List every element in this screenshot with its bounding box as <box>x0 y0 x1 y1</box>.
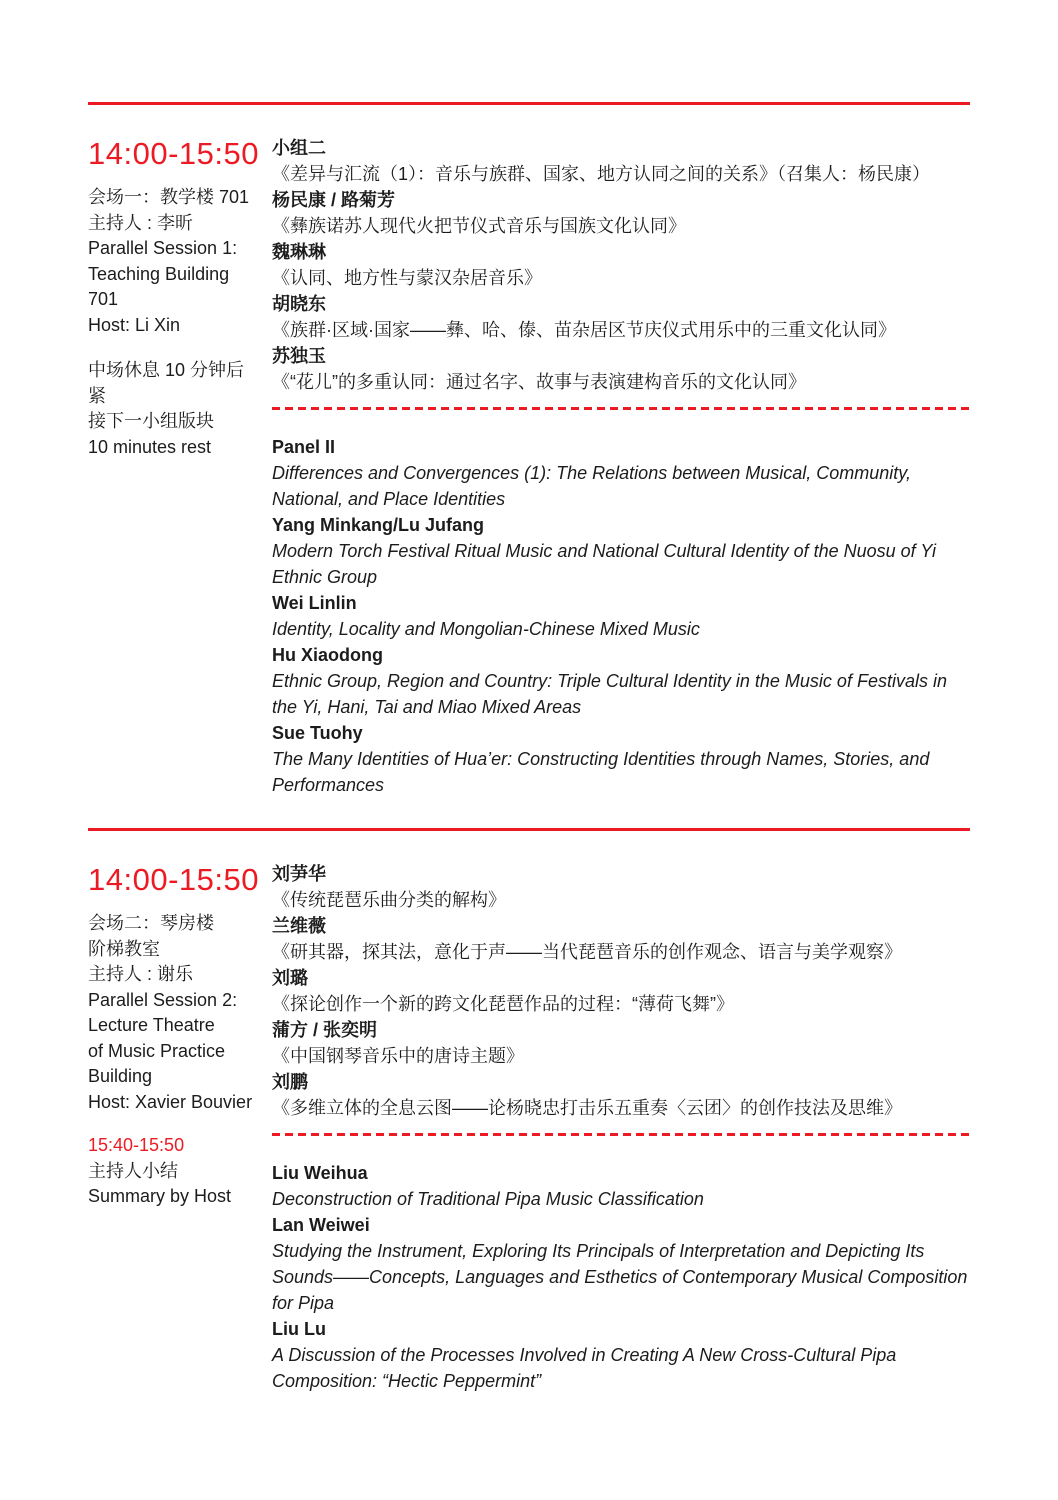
venue-line-en: Teaching Building <box>88 263 230 284</box>
break-note <box>88 358 262 460</box>
session-block-1 <box>88 105 970 798</box>
presenter-name-cn: 胡晓东 <box>272 294 326 314</box>
paper-title-cn: 《彝族诺苏人现代火把节仪式音乐与国族文化认同》 <box>272 216 686 236</box>
session-name-en: Parallel Session 2: <box>88 989 238 1010</box>
session-1-info <box>88 135 272 798</box>
presenter-name-cn: 刘璐 <box>272 968 308 988</box>
presenter-name-cn: 兰维薇 <box>272 916 326 936</box>
note-line-cn: 接下一小组版块 <box>88 411 214 431</box>
session-block-2 <box>88 831 970 1394</box>
presenter-name-cn: 刘鹏 <box>272 1072 308 1092</box>
presenter-name-cn: 蒲方 / 张奕明 <box>272 1020 378 1040</box>
paper-title-en: Studying the Instrument, Exploring Its Principals of Interpretation and Depicting Its Sounds——Concepts, Languages and Esthetics of Contemporary Musical Composition for Pipa <box>272 1241 968 1313</box>
papers-chinese <box>272 861 970 1121</box>
host-line-cn: 主持人 : 谢乐 <box>88 964 194 984</box>
time-heading: 14:00-15:50 <box>88 136 259 171</box>
venue-line-en: of Music Practice <box>88 1040 226 1061</box>
presenter-name-cn: 苏独玉 <box>272 346 326 366</box>
paper-title-en: Identity, Locality and Mongolian-Chinese Mixed Music <box>272 619 700 639</box>
papers-chinese <box>272 135 970 395</box>
session-name-en: Parallel Session 1: <box>88 238 238 258</box>
papers-english <box>272 434 970 798</box>
note-line-en: 10 minutes rest <box>88 436 212 457</box>
presenter-name-en: Liu Weihua <box>272 1163 368 1183</box>
venue-line-en: Building <box>88 1066 153 1086</box>
presenter-name-en: Wei Linlin <box>272 593 357 613</box>
venue-line-en: Lecture Theatre <box>88 1015 215 1035</box>
presenter-name-en: Yang Minkang/Lu Jufang <box>272 515 485 535</box>
session-2-info <box>88 861 272 1394</box>
panel-subtitle-en: Differences and Convergences (1): The Relations between Musical, Community, National, and Place Identities <box>272 463 911 509</box>
host-line-en: Host: Xavier Bouvier <box>88 1091 253 1112</box>
paper-title-cn: 《认同、地方性与蒙汉杂居音乐》 <box>272 268 542 288</box>
panel-title-en: Panel II <box>272 437 336 457</box>
venue-line: 会场一：教学楼 701 <box>88 187 250 207</box>
venue-line: 阶梯教室 <box>88 938 160 959</box>
note-line-cn: 中场休息 10 分钟后紧 <box>88 360 245 406</box>
presenter-name-en: Sue Tuohy <box>272 723 363 743</box>
paper-title-cn: 《族群·区域·国家——彝、哈、傣、苗杂居区节庆仪式用乐中的三重文化认同》 <box>272 320 896 340</box>
host-line-cn: 主持人 : 李昕 <box>88 212 194 233</box>
paper-title-en: The Many Identities of Hua’er: Constructing Identities through Names, Stories, and Performances <box>272 749 930 795</box>
presenter-name-en: Hu Xiaodong <box>272 645 383 665</box>
paper-title-en: A Discussion of the Processes Involved in Creating A New Cross-Cultural Pipa Composition: “Hectic Peppermint” <box>272 1345 897 1391</box>
presenter-name-en: Lan Weiwei <box>272 1215 370 1235</box>
language-divider-dashed <box>272 407 970 410</box>
language-divider-dashed <box>272 1133 970 1136</box>
paper-title-cn: 《探论创作一个新的跨文化琵琶作品的过程：“薄荷飞舞”》 <box>272 994 734 1014</box>
presenter-name-cn: 杨民康 / 路菊芳 <box>272 190 396 210</box>
session-2-papers <box>272 861 970 1394</box>
host-line-en: Host: Li Xin <box>88 314 181 335</box>
paper-title-cn: 《传统琵琶乐曲分类的解构》 <box>272 890 506 910</box>
paper-title-en: Deconstruction of Traditional Pipa Music Classification <box>272 1189 704 1209</box>
panel-subtitle-cn: 《差异与汇流（1）：音乐与族群、国家、地方认同之间的关系》（召集人：杨民康） <box>272 164 931 184</box>
paper-title-cn: 《多维立体的全息云图——论杨晓忠打击乐五重奏〈云团〉的创作技法及思维》 <box>272 1098 902 1118</box>
presenter-name-en: Liu Lu <box>272 1319 326 1339</box>
paper-title-en: Modern Torch Festival Ritual Music and National Cultural Identity of the Nuosu of Yi Ethnic Group <box>272 541 937 587</box>
venue-line-en: 701 <box>88 289 119 309</box>
note-line-cn: 主持人小结 <box>88 1160 178 1181</box>
venue-line: 会场二：琴房楼 <box>88 913 214 933</box>
papers-english <box>272 1160 970 1394</box>
session-1-papers <box>272 135 970 798</box>
paper-title-en: Ethnic Group, Region and Country: Triple Cultural Identity in the Music of Festivals in the Yi, Hani, Tai and Miao Mixed Areas <box>272 671 947 717</box>
sub-time-heading: 15:40-15:50 <box>88 1135 185 1155</box>
time-heading: 14:00-15:50 <box>88 862 259 897</box>
presenter-name-cn: 魏琳琳 <box>272 242 326 262</box>
note-line-en: Summary by Host <box>88 1186 232 1206</box>
panel-title-cn: 小组二 <box>272 138 326 158</box>
presenter-name-cn: 刘芛华 <box>272 864 326 884</box>
paper-title-cn: 《中国钢琴音乐中的唐诗主题》 <box>272 1046 524 1066</box>
paper-title-cn: 《研其器，探其法，意化于声——当代琵琶音乐的创作观念、语言与美学观察》 <box>272 942 902 962</box>
paper-title-cn: 《“花儿”的多重认同：通过名字、故事与表演建构音乐的文化认同》 <box>272 372 806 392</box>
